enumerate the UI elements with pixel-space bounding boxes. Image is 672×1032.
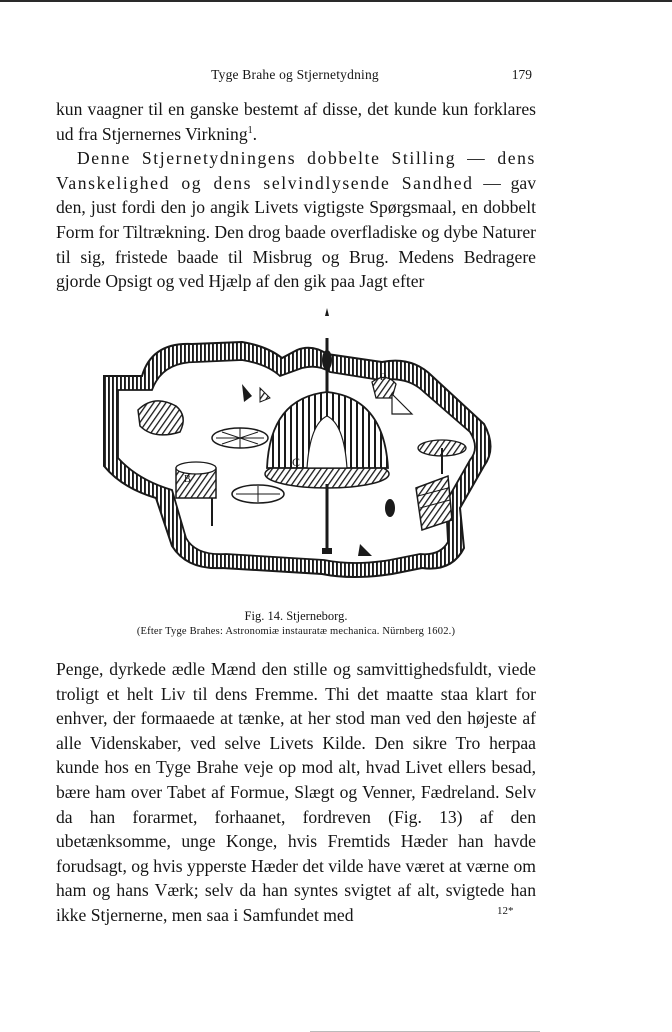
page-header <box>56 67 534 87</box>
signature-mark: 12* <box>497 905 514 917</box>
letter-label: B <box>184 474 191 485</box>
paragraph-text: kun vaagner til en ganske bestemt af disse, det kunde kun forklares ud fra Stjernernes Virkning <box>56 99 536 144</box>
page-number: 179 <box>511 67 532 82</box>
figure-caption-title: Fig. 14. Stjerneborg. <box>244 609 348 623</box>
footnote-marker: 1 <box>247 124 253 136</box>
letter-label: C <box>292 455 301 469</box>
upper-text-block <box>56 97 536 294</box>
paragraph-text: — gav den, just fordi den jo angik Livets vigtigste Spørgsmaal, en dobbelt Form for Tiltrækning. Den drog baade overfladiske og dybe Naturer til sig, fristede baade til Misbrug og Brug. Medens Bedragere gjorde Opsigt og ved Hjælp af den gik paa Jagt efter <box>56 172 536 292</box>
paragraph-text: Penge, dyrkede ædle Mænd den stille og samvittighedsfuldt, viede troligt et helt Liv til dens Fremme. Thi det maatte staa klart for enhver, der formaaede at tænke, at her stod man ved den højeste af alle Videnskaber, ved selve Livets Kilde. Den sikre Tro herpaa kunde hos en Tyge Brahe veje op mod alt, hvad Livet ellers besad, bære ham over Tabet af Formue, Slægt og Venner, Fædreland. Selv da han forarmet, forhaanet, fordreven (Fig. 13) af den ubetænksomme, unge Konge, hvis Fremtids Hæder han havde forudsagt, og hvis ypperste Hæder det vilde have været at værne om ham og hans Værk; selv da han syntes svigtet af alt, svigtede han ikke Stjernerne, men saa i Samfundet med <box>56 659 536 925</box>
letter-label: D <box>380 372 387 382</box>
top-edge-rule <box>0 0 672 2</box>
paragraph-stjernetydning <box>56 146 536 294</box>
figure-caption-source: (Efter Tyge Brahes: Astronomiæ instauratæ mechanica. Nürnberg 1602.) <box>136 626 456 637</box>
stjerneborg-illustration <box>92 298 502 590</box>
paragraph-continued <box>56 97 536 146</box>
lower-text-block <box>56 657 536 928</box>
spaced-emphasis-text: Denne Stjernetydningens dobbelte Stilling — dens Vanskelighed og dens selvindlysende Sandhed <box>56 148 536 193</box>
paragraph-punctuation: . <box>252 123 258 144</box>
running-title: Tyge Brahe og Stjernetydning <box>211 67 379 82</box>
